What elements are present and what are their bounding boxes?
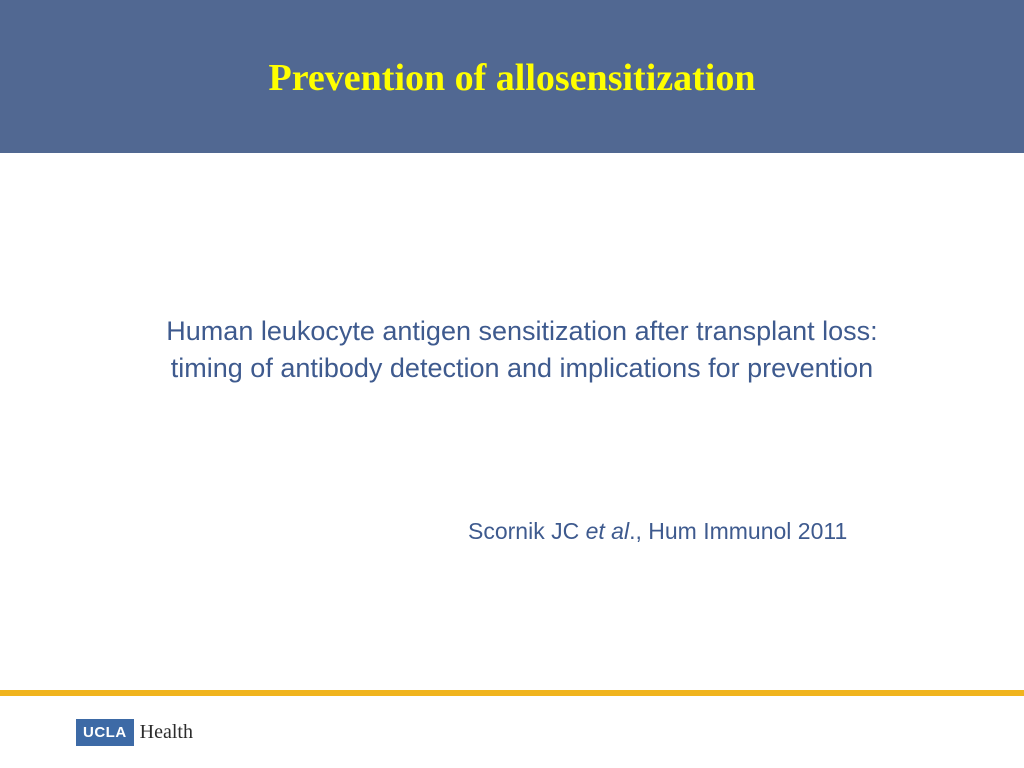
logo-word: Health [139,721,193,743]
citation-authors: Scornik JC [468,518,586,544]
footer-divider [0,690,1024,696]
paper-title-line-1: Human leukocyte antigen sensitization after transplant loss: [166,316,878,346]
paper-title [40,313,1004,387]
logo-box: UCLA [76,719,134,746]
header-bar [0,0,1024,153]
citation-et-al: et al [585,518,630,544]
slide-title: Prevention of allosensitization [268,57,756,99]
citation-journal-year: ., Hum Immunol 2011 [629,518,848,544]
citation [468,515,847,547]
paper-title-line-2: timing of antibody detection and implications for prevention [170,353,874,383]
ucla-health-logo [76,719,193,746]
